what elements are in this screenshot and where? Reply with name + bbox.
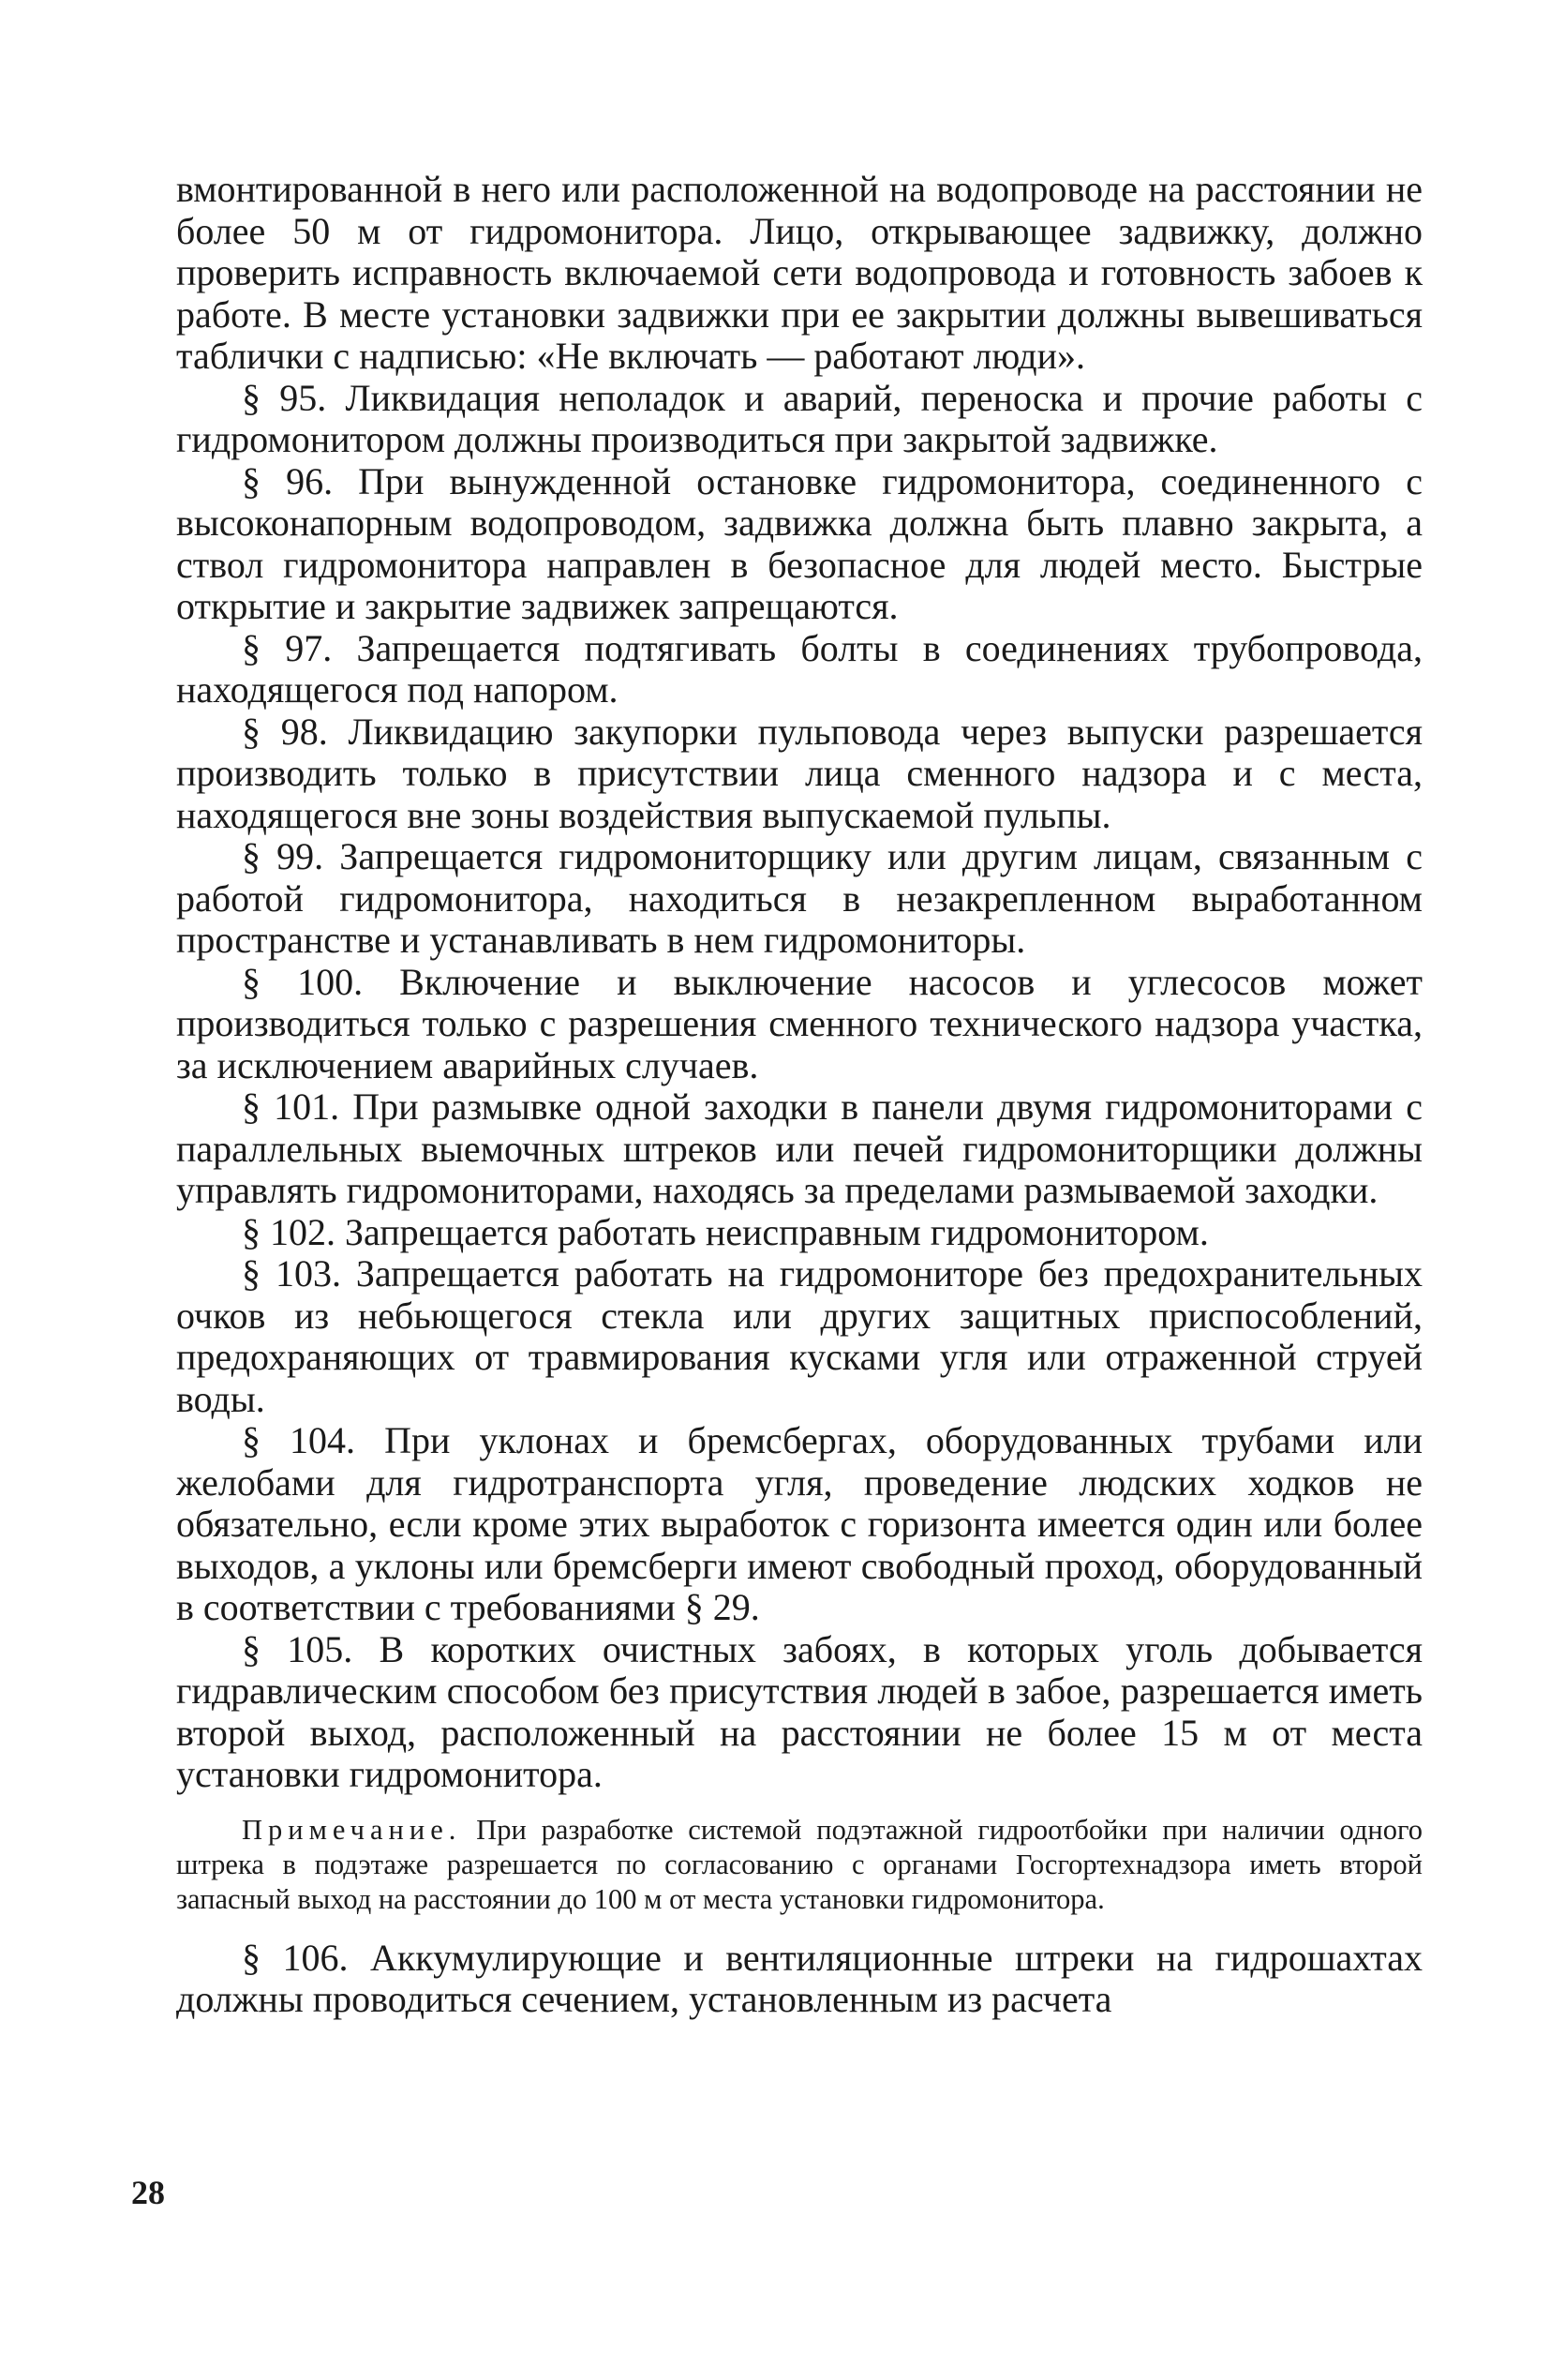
paragraph-99: § 99. Запрещается гидромониторщику или другим лицам, связанным с работой гидромонитора, находиться в незакрепленном выработанном пространстве и устанавливать в нем гидромониторы. bbox=[176, 835, 1423, 961]
paragraph-101: § 101. При размывке одной заходки в панели двумя гидромониторами с параллельных выемочных штреков или печей гидромониторщики должны управлять гидромониторами, находясь за пределами размываемой заходки. bbox=[176, 1085, 1423, 1211]
paragraph-98: § 98. Ликвидацию закупорки пульповода через выпуски разрешается производить только в присутствии лица сменного надзора и с места, находящегося вне зоны воздействия выпускаемой пульпы. bbox=[176, 710, 1423, 836]
paragraph-103: § 103. Запрещается работать на гидромониторе без предохранительных очков из небьющегося стекла или других защитных приспособлений, предохраняющих от травмирования кусками угля или отраженной струей воды. bbox=[176, 1252, 1423, 1420]
note-label: Примечание. bbox=[242, 1813, 462, 1846]
paragraph-104: § 104. При уклонах и бремсбергах, оборудованных трубами или желобами для гидротранспорта угля, проведение людских ходков не обязательно, если кроме этих выработок с горизонта имеется один или более выходов, а уклоны или бремсберги имеют свободный проход, оборудованный в соответствии с требованиями § 29. bbox=[176, 1419, 1423, 1628]
page-body bbox=[176, 169, 1423, 2021]
paragraph-100: § 100. Включение и выключение насосов и углесосов может производиться только с разрешения сменного технического надзора участка, за исключением аварийных случаев. bbox=[176, 960, 1423, 1086]
note bbox=[176, 1813, 1423, 1917]
paragraph-96: § 96. При вынужденной остановке гидромонитора, соединенного с высоконапорным водопроводом, задвижка должна быть плавно закрыта, а ствол гидромонитора направлен в безопасное для людей место. Быстрые открытие и закрытие задвижек запрещаются. bbox=[176, 459, 1423, 627]
paragraph-106: § 106. Аккумулирующие и вентиляционные штреки на гидрошахтах должны проводиться сечением, установленным из расчета bbox=[176, 1936, 1423, 2020]
paragraph-continuation: вмонтированной в него или расположенной на водопроводе на расстоянии не более 50 м от гидромонитора. Лицо, открывающее задвижку, должно проверить исправность включаемой сети водопровода и готовность забоев к работе. В месте установки задвижки при ее закрытии должны вывешиваться таблички с надписью: «Не включать — работают люди». bbox=[176, 168, 1423, 377]
note-text: При разработке системой подэтажной гидроотбойки при наличии одного штрека в подэтаже разрешается по согласованию с органами Госгортехнадзора иметь второй запасный выход на расстоянии до 100 м от места установки гидромонитора. bbox=[176, 1813, 1423, 1915]
paragraph-105: § 105. В коротких очистных забоях, в которых уголь добывается гидравлическим способом без присутствия людей в забое, разрешается иметь второй выход, расположенный на расстоянии не более 15 м от места установки гидромонитора. bbox=[176, 1627, 1423, 1795]
paragraph-97: § 97. Запрещается подтягивать болты в соединениях трубопровода, находящегося под напором. bbox=[176, 626, 1423, 711]
page-number: 28 bbox=[131, 2174, 165, 2211]
paragraph-102: § 102. Запрещается работать неисправным гидромонитором. bbox=[242, 1210, 1209, 1253]
paragraph-95: § 95. Ликвидация неполадок и аварий, переноска и прочие работы с гидромонитором должны производиться при закрытой задвижке. bbox=[176, 376, 1423, 460]
